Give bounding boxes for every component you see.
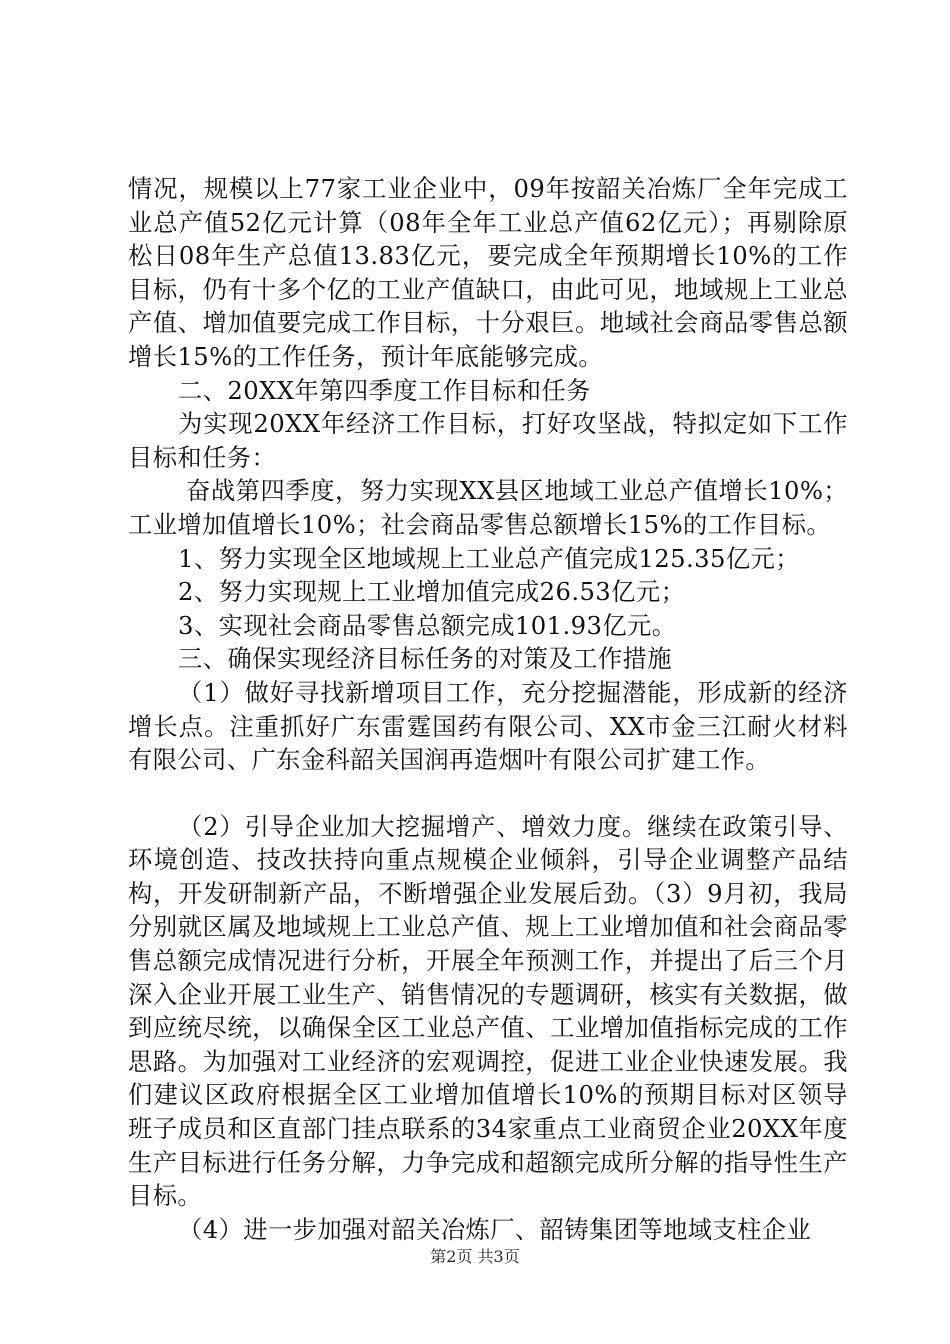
- paragraph-q4-goal: 奋战第四季度，努力实现XX县区地域工业总产值增长10%；工业增加值增长10%；社会商品零售总额增长15%的工作目标。: [128, 476, 848, 539]
- list-item-goal-2: 2、努力实现规上工业增加值完成26.53亿元；: [178, 577, 686, 607]
- list-item-goal-3: 3、实现社会商品零售总额完成101.93亿元。: [178, 610, 677, 640]
- heading-section-two: 二、20XX年第四季度工作目标和任务: [178, 375, 591, 405]
- heading-section-three: 三、确保实现经济目标任务的对策及工作措施: [178, 644, 672, 674]
- paragraph-measure-2-3: （2）引导企业加大挖掘增产、增效力度。继续在政策引导、环境创造、技改扶持向重点规模企业倾斜，引导企业调整产品结构，开发研制新产品，不断增强企业发展后劲。（3）9月初，我局分别就区属及地域规上工业总产值、规上工业增加值和社会商品零售总额完成情况进行分析，开展全年预测工作，并提出了后三个月深入企业开展工业生产、销售情况的专题调研，核实有关数据，做到应统尽统，以确保全区工业总产值、工业增加值指标完成的工作思路。为加强对工业经济的宏观调控，促进工业企业快速发展。我们建议区政府根据全区工业增加值增长10%的预期目标对区领导班子成员和区直部门挂点联系的34家重点工业商贸企业20XX年度生产目标进行任务分解，力争完成和超额完成所分解的指导性生产目标。: [128, 811, 848, 1211]
- paragraph-measure-1: （1）做好寻找新增项目工作，充分挖掘潜能，形成新的经济增长点。注重抓好广东雷霆国药有限公司、XX市金三江耐火材料有限公司、广东金科韶关国润再造烟叶有限公司扩建工作。: [128, 677, 848, 775]
- paragraph-situation: 情况，规模以上77家工业企业中，09年按韶关冶炼厂全年完成工业总产值52亿元计算（08年全年工业总产值62亿元）；再剔除原松日08年生产总值13.83亿元，要完成全年预期增长10%的工作目标，仍有十多个亿的工业产值缺口，由此可见，地域规上工业总产值、增加值要完成工作目标，十分艰巨。地域社会商品零售总额增长15%的工作任务，预计年底能够完成。: [128, 174, 848, 371]
- list-item-goal-1: 1、努力实现全区地域规上工业总产值完成125.35亿元；: [178, 543, 800, 573]
- document-body: [128, 172, 848, 1246]
- paragraph-measure-4: （4）进一步加强对韶关冶炼厂、韶铸集团等地域支柱企业: [178, 1214, 812, 1244]
- paragraph-intro-goals: 为实现20XX年经济工作目标，打好攻坚战，特拟定如下工作目标和任务：: [128, 409, 848, 472]
- page-footer: 第2页 共3页: [430, 1247, 520, 1266]
